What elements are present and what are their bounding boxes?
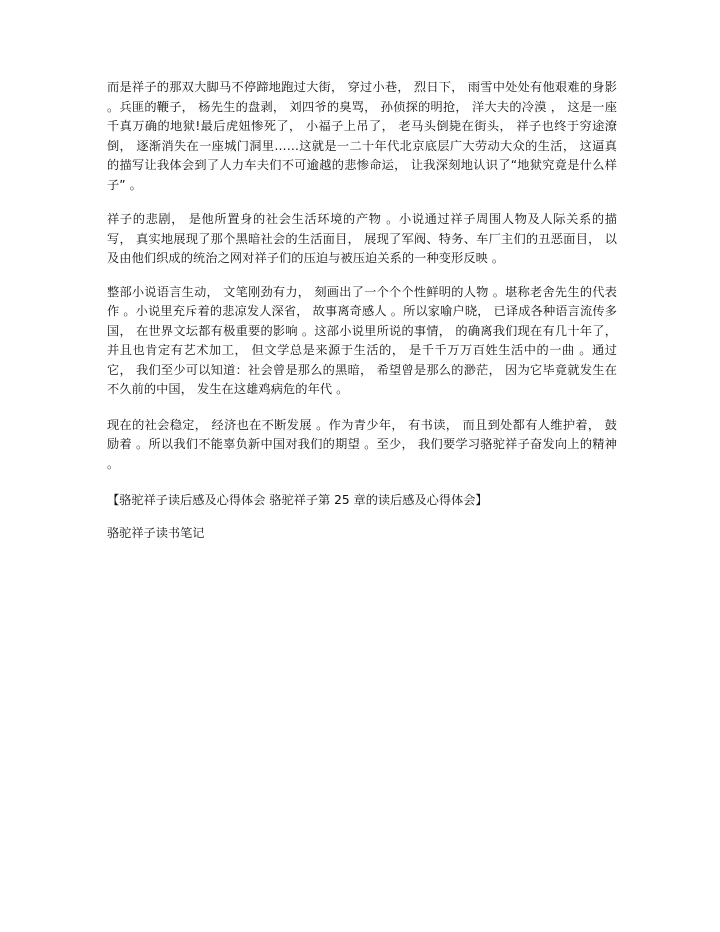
document-body — [107, 78, 617, 543]
section-heading: 【骆驼祥子读后感及心得体会 骆驼祥子第 25 章的读后感及心得体会】 — [107, 493, 488, 507]
paragraph-2: 祥子的悲剧， 是他所置身的社会生活环境的产物 。小说通过祥子周围人物及人际关系的描写， 真实地展现了那个黑暗社会的生活面目， 展现了军阀、特务、车厂主们的丑恶面目， 以及由他们织成的统治之网对祥子们的压迫与被压迫关系的一种变形反映 。 — [107, 212, 617, 265]
paragraph-1: 而是祥子的那双大脚马不停蹄地跑过大街， 穿过小巷， 烈日下， 雨雪中处处有他艰难的身影 。兵匪的鞭子， 杨先生的盘剥， 刘四爷的臭骂， 孙侦探的明抢， 洋大夫的冷漠 ， 这是一座千真万确的地狱!最后虎妞惨死了， 小福子上吊了， 老马头倒毙在街头， 祥子也终于穷途潦倒， 逐渐消失在一座城门洞里……这就是一二十年代北京底层广大劳动大众的生活， 这逼真的描写让我体会到了人力车夫们不可逾越的悲惨命运， 让我深刻地认识了“地狱究竟是什么样子” 。 — [107, 80, 617, 192]
paragraph-3: 整部小说语言生动， 文笔刚劲有力， 刻画出了一个个个性鲜明的人物 。堪称老舍先生的代表作 。小说里充斥着的悲凉发人深省， 故事离奇感人 。所以家喻户晓， 已译成各种语言流传多国， 在世界文坛都有极重要的影响 。这部小说里所说的事情， 的确离我们现在有几十年了， 并且也肯定有艺术加工， 但文学总是来源于生活的， 是千千万万百姓生活中的一曲 。通过它， 我们至少可以知道：社会曾是那么的黑暗， 希望曾是那么的渺茫， 因为它毕竟就发生在不久前的中国， 发生在这雄鸡病危的年代 。 — [107, 284, 617, 396]
paragraph-4: 现在的社会稳定， 经济也在不断发展 。作为青少年， 有书读， 而且到处都有人维护着， 鼓励着 。所以我们不能辜负新中国对我们的期望 。至少， 我们要学习骆驼祥子奋发向上的精神 。 — [107, 417, 617, 471]
reading-note-title: 骆驼祥子读书笔记 — [107, 525, 205, 540]
